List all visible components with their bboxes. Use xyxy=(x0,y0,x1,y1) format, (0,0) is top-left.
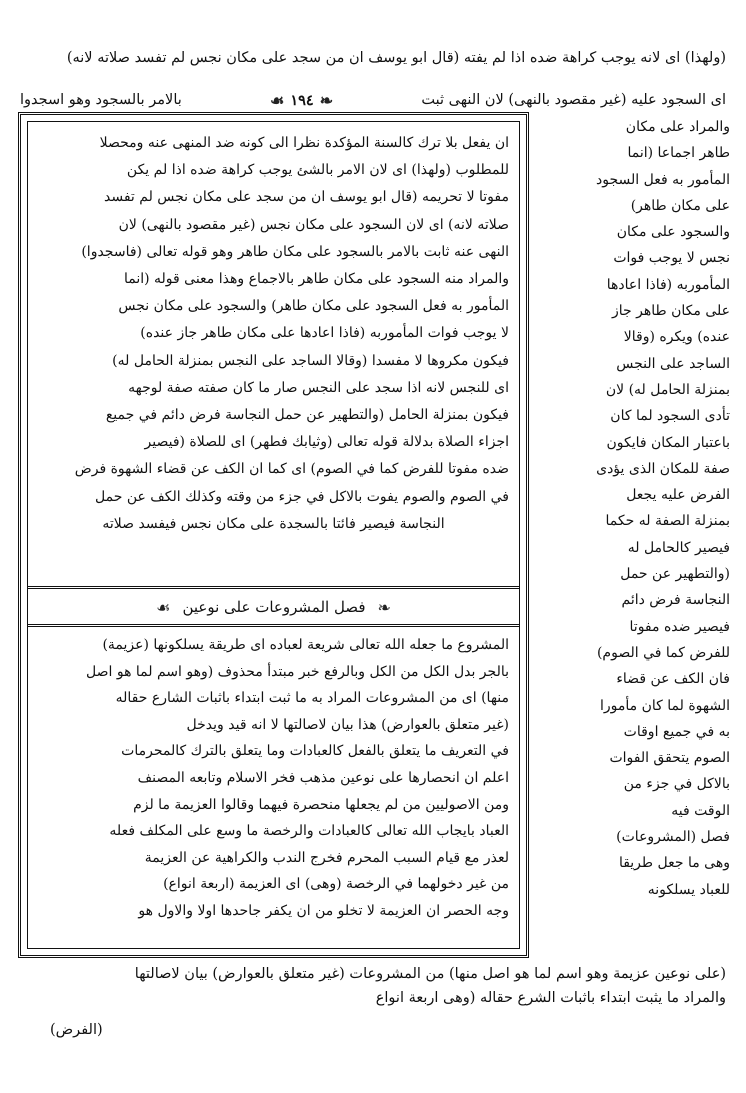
page-number: ١٩٤ xyxy=(290,91,314,109)
text-line: اعلم ان انحصارها على نوعين مذهب فخر الاسلام وتابعه المصنف xyxy=(137,769,509,786)
side-line: المأموربه (فاذا اعادها xyxy=(606,276,730,293)
header-left-text: بالامر بالسجود وهو اسجدوا xyxy=(20,92,182,108)
text-line: اجزاء الصلاة بدلالة قوله تعالى (وثيابك فطهر) اى للصلاة (فيصير xyxy=(144,434,509,451)
side-line: فان الكف عن قضاء xyxy=(616,671,730,688)
side-line: به في جميع اوقات xyxy=(623,723,730,740)
section-divider-top xyxy=(28,586,519,589)
text-line: ضده مفوتا للفرض كما في الصوم) اى كما ان الكف عن قضاء الشهوة فرض xyxy=(74,461,509,478)
side-line: الصوم يتحقق الفوات xyxy=(609,750,730,767)
side-line: الساجد على النجس xyxy=(616,355,730,372)
side-line: النجاسة فرض دائم xyxy=(621,592,730,609)
side-line: بمنزلة الحامل له) لان xyxy=(605,381,730,398)
commentary-inner-frame xyxy=(27,121,520,949)
text-line: منها) اى من المشروعات المراد به ما ثبت ابتداء باثبات الشارع حقاله xyxy=(115,690,509,707)
commentary-frame xyxy=(18,112,529,958)
text-line: العباد بايجاب الله تعالى كالعبادات والرخصة ما وسع على المكلف فعله xyxy=(109,823,509,840)
side-line: بمنزلة الصفة له حكما xyxy=(605,513,730,530)
text-line: في الصوم والصوم يفوت بالاكل في جزء من وقته وكذلك الكف عن حمل xyxy=(95,488,509,505)
top-line-1: (ولهذا) اى لانه يوجب كراهة ضده اذا لم يفته (قال ابو يوسف ان من سجد على مكان نجس لم تفسد صلاته لانه) xyxy=(66,50,726,66)
text-line: لا يوجب فوات المأموربه (فاذا اعادها على مكان طاهر جاز عنده) xyxy=(140,325,509,342)
side-line: والسجود على مكان xyxy=(616,224,730,241)
ornament-icon: ❧ xyxy=(319,90,334,110)
text-line: من غير دخولهما في الرخصة (وهى) اى العزيمة (اربعة انواع) xyxy=(163,876,509,893)
side-line: الوقت فيه xyxy=(671,802,730,819)
section-divider-bottom xyxy=(28,624,519,627)
side-line: تأدى السجود لما كان xyxy=(610,408,730,425)
footer-line: والمراد ما يثبت ابتداء باثبات الشرع حقاله (وهى اربعة انواع xyxy=(375,990,726,1006)
side-line: الفرض عليه يجعل xyxy=(626,487,730,504)
side-line: على مكان طاهر) xyxy=(630,197,730,214)
text-line: مفوتا لا تحريمه (قال ابو يوسف ان من سجد على مكان نجس لم تفسد xyxy=(104,189,509,206)
text-line: المشروع ما جعله الله تعالى شريعة لعباده اى طريقة يسلكونها (عزيمة) xyxy=(102,637,509,653)
footer-line: (على نوعين عزيمة وهو اسم لما هو اصل منها) من المشروعات (غير متعلق بالعوارض) بيان لاصالتها xyxy=(134,966,726,982)
side-line: نجس لا يوجب فوات xyxy=(613,250,730,267)
side-line: للعباد يسلكونه xyxy=(647,881,730,898)
ornament-icon: ❧ xyxy=(377,597,391,617)
text-line: ان يفعل بلا ترك كالسنة المؤكدة نظرا الى كونه ضد المنهى عنه ومحصلا xyxy=(99,135,509,151)
commentary-top-section xyxy=(38,130,509,538)
text-line: فيكون بمنزلة الحامل (والتطهير عن حمل النجاسة فرض دائم في جميع xyxy=(105,407,509,424)
side-line: فيصير كالحامل له xyxy=(627,539,730,556)
text-line: والمراد منه السجود على مكان طاهر بالاجماع وهذا معنى قوله (انما xyxy=(123,271,509,288)
section-title: فصل المشروعات على نوعين xyxy=(182,598,366,616)
commentary-bottom-section xyxy=(38,632,509,925)
side-line: باعتبار المكان فايكون xyxy=(606,434,730,451)
running-header xyxy=(20,88,726,112)
footer-catchword: (الفرض) xyxy=(50,1022,103,1038)
text-line: فيكون مكروها لا مفسدا (وقالا الساجد على النجس بمنزلة الحامل له) xyxy=(112,352,509,369)
text-line: لعذر مع قيام السبب المحرم فخرج الندب والكراهية عن العزيمة xyxy=(144,849,509,866)
text-line: ومن الاصوليين من لم يجعلها منحصرة فيهما وقالوا العزيمة ما لزم xyxy=(133,796,509,813)
side-line: (والتطهير عن حمل xyxy=(620,566,730,583)
text-line: المأمور به فعل السجود على مكان طاهر) والسجود على مكان نجس xyxy=(118,298,509,315)
side-line: والمراد على مكان xyxy=(625,119,730,135)
text-line: (غير متعلق بالعوارض) هذا بيان لاصالتها لا انه قيد ويدخل xyxy=(186,716,509,733)
text-line: اى للنجس لانه اذا سجد على النجس صار ما كان صفته صفة لوجهه xyxy=(128,379,509,396)
text-line: في التعريف ما يتعلق بالفعل كالعبادات وما يتعلق بالترك كالمحرمات xyxy=(121,743,509,760)
section-title-box xyxy=(28,592,519,622)
header-right-text: اى السجود عليه (غير مقصود بالنهى) لان النهى ثبت xyxy=(421,92,726,108)
side-line: على مكان طاهر جاز xyxy=(612,303,730,320)
text-line: للمطلوب (ولهذا) اى لان الامر بالشئ يوجب كراهة ضده اذا لم يكن xyxy=(126,162,509,179)
side-line: فصل (المشروعات) xyxy=(616,829,730,846)
side-line: بالاكل في جزء من xyxy=(623,776,730,793)
side-line: طاهر اجماعا (انما xyxy=(627,145,730,162)
side-line: صفة للمكان الذى يؤدى xyxy=(596,460,730,477)
text-line: النهى عنه ثابت بالامر بالسجود على مكان طاهر وهو قوله تعالى (فاسجدوا) xyxy=(81,243,509,260)
text-line: وجه الحصر ان العزيمة لا تخلو من ان يكفر جاحدها اولا والاول هو xyxy=(138,902,509,919)
side-line: المأمور به فعل السجود xyxy=(596,171,730,188)
text-line: النجاسة فيصير فائتا بالسجدة على مكان نجس فيفسد صلاته xyxy=(102,515,445,532)
page-number-group xyxy=(270,91,333,110)
side-line: عنده) ويكره (وقالا xyxy=(623,329,730,346)
ornament-icon: ☙ xyxy=(156,597,171,617)
side-line: وهى ما جعل طريقا xyxy=(618,855,730,872)
text-line: صلاته لانه) اى لان السجود على مكان نجس (غير مقصود بالنهى) لان xyxy=(118,216,509,233)
text-line: بالجر بدل الكل من الكل وبالرفع خبر مبتدأ محذوف (وهو اسم لما هو اصل xyxy=(86,663,509,680)
footer-text xyxy=(20,962,726,1010)
side-commentary-column xyxy=(538,114,730,903)
side-line: فيصير ضده مفوتا xyxy=(629,618,730,635)
side-line: للفرض كما في الصوم) xyxy=(596,644,730,661)
side-line: الشهوة لما كان مأمورا xyxy=(600,697,730,714)
ornament-icon: ☙ xyxy=(270,90,285,110)
